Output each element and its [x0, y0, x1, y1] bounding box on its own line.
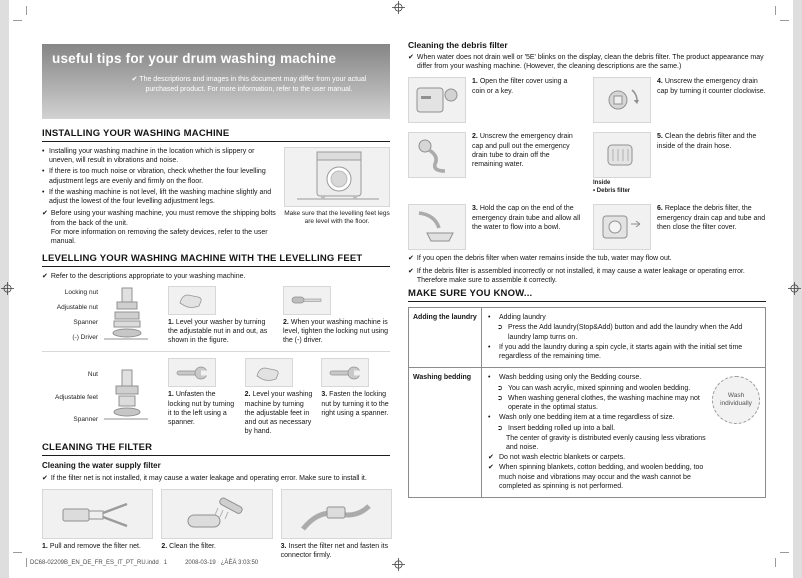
diagram-label: Adjustable nut [56, 304, 98, 312]
bullet-item: • If the washing machine is not level, lift the washing machine slightly and adjust the lowest of the four levelling adjustment legs. [42, 188, 276, 206]
debris-step [593, 77, 766, 123]
check-icon: ✔ [42, 210, 48, 218]
washing-machine-figure [284, 147, 390, 249]
step-illustration [283, 286, 331, 315]
debris-intro-note [408, 53, 766, 71]
bullet-item: • Installing your washing machine in the location which is slippery or uneven, will result in vibrations and noise. [42, 147, 276, 165]
section-heading-make-sure: MAKE SURE YOU KNOW... [408, 288, 766, 302]
step-number: 1. [472, 78, 478, 86]
line-text: When spinning blankets, cotton bedding, and woolen bedding, too much noise and vibrations may occur and the wash cannot be completed as spinning is not performed. [499, 464, 704, 490]
levelling-step [245, 358, 314, 436]
step-text: Unscrew the emergency drain cap and pull out the emergency drain tube to drain off the remaining water. [472, 133, 573, 169]
filter-step-figure [42, 489, 151, 560]
section-heading-installing: INSTALLING YOUR WASHING MACHINE [42, 128, 390, 142]
step-illustration [593, 132, 651, 178]
content-line [488, 434, 709, 452]
step-number: 2. [161, 542, 168, 550]
levelling-step [168, 358, 237, 436]
shipping-bolts-note [42, 209, 276, 246]
step-text: Insert the filter net and fasten its connector firmly. [280, 542, 389, 559]
drain-cap-turn-icon [598, 82, 646, 118]
debris-filter-figure [593, 132, 651, 195]
filter-step-illustration [42, 489, 153, 539]
debris-steps-grid [408, 77, 766, 250]
filter-step-figure [281, 489, 390, 560]
content-line [488, 373, 709, 382]
print-footer [30, 560, 258, 566]
spanner-icon [175, 363, 209, 383]
step-text: Level your washing machine by turning the adjustable feet in and out as necessary by hand. [244, 391, 313, 436]
filter-net-note [42, 474, 390, 483]
levelling-foot-icon [102, 287, 150, 343]
debris-step [408, 77, 581, 123]
installing-bullet-list [42, 147, 276, 206]
bullet-icon: • [488, 314, 491, 322]
content-line [488, 424, 709, 433]
line-text: Wash bedding using only the Bedding course. [499, 374, 642, 382]
banner-note: ✔ The descriptions and images in this document may differ from your actual purchased product. For more information, refer to the user manual. [131, 76, 367, 94]
line-text: When washing general clothes, the washing machine may not operate in the optimal status. [508, 394, 700, 412]
hose-connector-icon [293, 493, 379, 535]
note-line: If you open the debris filter when water remains inside the tub, water may flow out. [416, 255, 672, 263]
footer-filename: DC68-02209B_EN_DE_FR_ES_IT_PT_RU.indd 1 [30, 560, 168, 566]
washing-machine-illustration [284, 147, 390, 207]
crop-mark [26, 558, 27, 567]
levelling-foot-icon [102, 369, 150, 425]
arrow-icon: ➲ [497, 324, 503, 332]
step-number: 1. [42, 542, 48, 550]
step-number: 6. [657, 205, 663, 213]
section-heading-cleaning-filter: CLEANING THE FILTER [42, 442, 390, 456]
step-illustration [408, 204, 466, 250]
content-line [488, 413, 709, 422]
step-illustration [321, 358, 369, 387]
bullet-icon: • [488, 374, 491, 382]
line-text: Wash only one bedding item at a time regardless of size. [499, 414, 675, 422]
levelling-step [283, 286, 390, 346]
line-text: Insert bedding rolled up into a ball. [508, 424, 616, 432]
diagram-labels [42, 289, 98, 341]
screwdriver-icon [290, 290, 324, 310]
step-text: Unfasten the locking nut by turning it to the left using a spanner. [168, 391, 235, 426]
debris-warning-note-2 [408, 267, 766, 285]
check-icon: ✔ [408, 54, 414, 61]
crop-mark [775, 6, 776, 15]
filter-step-illustration [161, 489, 272, 539]
make-sure-table [408, 307, 766, 498]
tube-bowl-icon [413, 209, 461, 245]
check-icon: ✔ [488, 454, 494, 462]
step-number: 5. [657, 133, 663, 141]
crop-mark [780, 20, 789, 21]
label-line: • Debris filter [593, 187, 631, 194]
step-illustration [408, 132, 466, 178]
note-line: If the debris filter is assembled incorrectly or not installed, it may cause a water leakage or operating error. Therefore make sure to assemble it correctly. [416, 267, 745, 284]
diagram-label: Adjustable feet [54, 393, 98, 401]
badge-line: Wash [727, 392, 745, 400]
step-number: 1. [168, 391, 174, 399]
step-text: Open the filter cover using a coin or a key. [472, 78, 568, 95]
bullet-icon: • [488, 414, 491, 422]
figure-caption: Make sure that the levelling feet legs are level with the floor. [284, 210, 390, 226]
step-text: Replace the debris filter, the emergency drain cap and tube and then close the filter cover. [657, 205, 766, 231]
debris-warning-note-1 [408, 254, 766, 263]
table-row [409, 368, 765, 497]
levelling-step [168, 286, 275, 346]
filter-cover-coin-icon [413, 82, 461, 118]
bullet-icon: • [488, 343, 491, 351]
spanner-icon [328, 363, 362, 383]
row-label: Washing bedding [409, 368, 482, 497]
line-text: Adding laundry [499, 314, 546, 322]
content-line [488, 343, 759, 361]
levelling-note [42, 272, 390, 281]
diagram-label: Spanner [73, 319, 98, 327]
subheading-debris-filter: Cleaning the debris filter [408, 40, 508, 50]
step-text: Clean the debris filter and the inside of the drain hose. [657, 133, 757, 150]
step-illustration [168, 358, 216, 387]
step-text: Level your washer by turning the adjustable nut in and out, as shown in the figure. [168, 318, 268, 345]
brush-filter-icon [174, 493, 260, 535]
levelling-diagram-feet-type [42, 358, 160, 436]
note-line: Refer to the descriptions appropriate to your washing machine. [50, 273, 246, 281]
note-line: For more information on removing the safety devices, refer to the user manual. [50, 228, 268, 246]
pliers-filter-icon [55, 493, 141, 535]
check-icon: ✔ [488, 464, 494, 472]
step-text: Unscrew the emergency drain cap by turning it counter clockwise. [657, 78, 766, 95]
step-illustration [593, 204, 651, 250]
debris-step [408, 204, 581, 250]
note-line: If the filter net is not installed, it may cause a water leakage and operating error. Make sure to install it. [50, 475, 367, 483]
step-number: 3. [321, 391, 328, 399]
line-text: Do not wash electric blankets or carpets. [499, 454, 626, 462]
water-filter-figures [42, 489, 390, 560]
content-line [488, 323, 759, 341]
debris-step [593, 204, 766, 250]
diagram-label: Spanner [73, 416, 98, 424]
badge-line: individually [720, 400, 752, 408]
table-row [409, 308, 765, 368]
crop-mark [26, 6, 27, 15]
registration-mark-top [392, 1, 405, 14]
content-line [488, 394, 709, 412]
levelling-row-nut-type [42, 286, 390, 346]
diagram-label: (-) Driver [72, 334, 98, 342]
registration-mark-right [788, 282, 801, 295]
step-number: 3. [472, 205, 478, 213]
line-text: If you add the laundry during a spin cycle, it starts again with the initial set time regardless of the remaining time. [499, 343, 743, 361]
page-title: useful tips for your drum washing machine [52, 51, 337, 66]
row-content [482, 368, 765, 497]
replace-cover-icon [598, 209, 646, 245]
diagram-label: Nut [87, 371, 98, 379]
section-heading-levelling: LEVELLING YOUR WASHING MACHINE WITH THE LEVELLING FEET [42, 253, 390, 267]
hand-icon [176, 290, 208, 310]
wash-individually-badge [712, 376, 760, 424]
crop-mark [13, 20, 22, 21]
note-line: Before using your washing machine, you must remove the shipping bolts from the back of the unit. [50, 210, 276, 227]
footer-timestamp: 2008-03-19 ¿ÀÈÄ 3:03:50 [185, 560, 259, 566]
right-column [408, 40, 766, 498]
debris-filter-label [593, 180, 651, 195]
crop-mark [13, 552, 22, 553]
crop-mark [780, 552, 789, 553]
step-illustration [168, 286, 216, 315]
subheading-water-supply-filter: Cleaning the water supply filter [42, 461, 161, 471]
levelling-step [321, 358, 390, 436]
note-line: When water does not drain well or '5E' blinks on the display, clean the debris filter. The product appearance may differ from your washing machine. (However, the cleaning descriptions are the same.) [416, 54, 764, 71]
row-content [482, 308, 765, 367]
step-text: Pull and remove the filter net. [49, 542, 141, 550]
step-number: 2. [283, 318, 289, 326]
step-number: 2. [472, 133, 478, 141]
registration-mark-left [1, 282, 14, 295]
check-icon: ✔ [408, 255, 414, 263]
step-text: When your washing machine is level, tighten the locking nut using the (-) driver. [283, 318, 389, 345]
step-illustration [245, 358, 293, 387]
washing-machine-icon [291, 150, 383, 204]
arrow-icon: ➲ [497, 424, 503, 432]
arrow-icon: ➲ [497, 384, 503, 392]
content-line [488, 313, 759, 322]
bullet-item: • If there is too much noise or vibration, check whether the four levelling adjustment legs are evenly and firmly on the floor. [42, 167, 276, 185]
step-text: Hold the cap on the end of the emergency drain tube and allow all the water to flow into a bowl. [472, 205, 581, 231]
hand-icon [253, 363, 285, 383]
check-icon: ✔ [408, 267, 414, 275]
content-line [488, 384, 709, 393]
content-line [488, 453, 709, 462]
line-text: The center of gravity is distributed evenly causing less vibrations and noise. [506, 434, 706, 451]
diagram-label: Locking nut [64, 289, 98, 297]
debris-step [408, 132, 581, 195]
step-number: 1. [168, 318, 174, 326]
arrow-icon: ➲ [497, 394, 503, 402]
label-line: Inside [593, 180, 611, 187]
registration-mark-bottom [392, 558, 405, 571]
crop-mark [775, 558, 776, 567]
debris-filter-icon [598, 137, 646, 173]
filter-step-illustration [281, 489, 392, 539]
step-text: Clean the filter. [169, 542, 216, 550]
step-illustration [593, 77, 651, 123]
page-banner [42, 44, 390, 119]
check-icon: ✔ [42, 475, 48, 483]
row-label: Adding the laundry [409, 308, 482, 367]
left-column [42, 44, 390, 564]
installing-section [42, 147, 390, 249]
debris-step [593, 132, 766, 195]
installing-text [42, 147, 276, 249]
levelling-diagram-nut-type [42, 286, 160, 346]
filter-step-figure [161, 489, 270, 560]
shipping-bolts-note-text [51, 209, 276, 246]
check-icon: ✔ [42, 273, 48, 281]
levelling-row-feet-type [42, 351, 390, 436]
diagram-labels [42, 371, 98, 423]
step-number: 3. [280, 542, 287, 550]
step-illustration [408, 77, 466, 123]
step-text: Fasten the locking nut by turning it to the right using a spanner. [321, 391, 389, 417]
line-text: Press the Add laundry(Stop&Add) button and add the laundry when the Add laundry lamp turns on. [508, 324, 743, 341]
line-text: You can wash acrylic, mixed spinning and woolen bedding. [508, 384, 691, 392]
drain-tube-icon [413, 137, 461, 173]
step-number: 2. [244, 391, 251, 399]
content-line [488, 463, 709, 491]
step-number: 4. [657, 78, 663, 86]
